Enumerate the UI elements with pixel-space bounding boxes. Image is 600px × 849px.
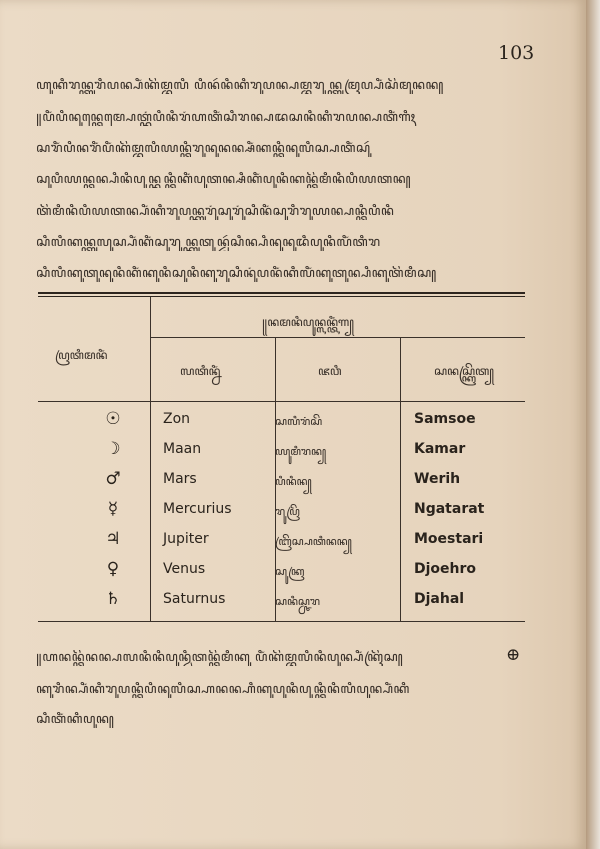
table-bottom-rule [38, 621, 525, 622]
header-javanese: ꦱꦤꦱ꧀ꦏꦿꦼꦠ꧀ [434, 364, 494, 378]
book-spine [586, 0, 600, 849]
header-symbol: ꦥꦿꦠꦶꦩꦤꦶꦁ [55, 348, 108, 362]
javanese-script-name: ꦱꦭꦶꦫꦁꦱꦼ [275, 415, 323, 428]
javanese-script-name: ꦫꦸꦥꦿꦼ [275, 505, 300, 518]
script-line: ꧋ꦥꦶꦁꦥꦶꦤꦸꦤ꧀ꦠꦺꦩ꧀ꦥꦺꦠ꧀ꦏꦁꦥꦶꦤꦶꦫꦁꦲꦠꦶꦁꦱꦶꦫꦤ꧀ꦥꦢꦱꦤꦶꦏꦶꦫꦥꦤ꧀ꦥꦠꦶꦁꦒꦶꦃ [36, 110, 416, 125]
table-row [38, 496, 528, 526]
script-line: ꦱꦶꦭꦶꦏꦸꦠꦸꦤꦸꦤꦶꦏꦶꦁꦏꦸꦤꦶꦱꦸꦤꦶꦏꦸꦫꦸꦱꦶꦤꦸꦁꦥꦤꦶꦁꦏꦶꦭꦶꦁꦏꦸꦠꦸꦤ꧀ꦥꦶꦏꦸꦠꦼꦩꦶꦱ꧀ [36, 266, 437, 281]
mercury-symbol-icon: ☿ [107, 499, 119, 519]
latin-name: Venus [163, 561, 206, 577]
table-top-rule [38, 292, 525, 294]
script-line: ꦠꦼꦩꦶꦤꦶꦥꦶꦪꦠꦤ꧀ꦥꦶꦁꦏꦶꦫꦸꦥꦤ꧀ꦏꦸꦫꦸꦁꦱꦸꦫꦸꦁꦱꦶꦤꦶꦁꦱꦸꦫꦶꦫꦸꦪꦤ꧀ꦥꦤ꧀ꦠꦶꦥꦶꦤꦶ [36, 204, 395, 219]
javanese-name: Djoehro [414, 561, 477, 577]
latin-name: Maan [163, 441, 202, 457]
saturn-symbol-icon: ♄ [105, 589, 121, 609]
javanese-script-name: ꦧꦿꦼꦱ꧀ꦥꦠꦶꦤꦤ꧀ [275, 535, 352, 548]
table-row [38, 466, 528, 496]
table-row [38, 556, 528, 586]
table-row [38, 586, 528, 616]
javanese-name: Kamar [414, 441, 466, 457]
script-line: ꦏꦸꦫꦶꦤ꧀ꦥꦶꦁꦏꦶꦫꦸꦥꦤ꧀ꦠꦶꦥꦶꦤꦸꦭꦶꦱ꧀ꦲꦤꦤ꧀ꦲꦶꦏꦸꦥꦸꦤꦶꦥꦸꦤ꧀ꦠꦶꦤꦶꦭꦶꦥꦸꦤ꧀ꦥꦶꦁꦏꦶ [36, 682, 410, 697]
circle-plus-icon: ⊕ [506, 645, 521, 665]
script-line: ꦱꦸꦥꦶꦪꦤ꧀ꦠꦤ꧀ꦥꦶꦤꦶꦥꦸꦤ꧀ꦏꦤ꧀ꦠꦶꦏꦶꦁꦥꦸꦠꦤ꧀ꦱꦶꦏꦶꦁꦥꦸꦤꦶꦏꦤ꧀ꦠꦼꦩꦶꦤꦶꦥꦶꦪꦠꦤ꧀ [36, 172, 412, 187]
javanese-name: Moestari [414, 531, 484, 547]
javanese-name: Ngatarat [414, 501, 485, 517]
script-line: ꦱꦶꦠꦶꦁꦏꦶꦥꦸꦤ꧀ [36, 712, 115, 727]
script-line: ꦱꦫꦶꦁꦥꦶꦤꦫꦶꦁꦥꦶꦁꦏꦼꦩ꧀ꦧꦭꦶꦪꦤ꧀ꦠꦶꦫꦸꦤꦸꦤꦤ꧀ꦱꦶꦁꦏꦤ꧀ꦠꦶꦤꦸꦭꦶꦱ꧀ꦥꦠꦶꦁꦱꦸꦂ [36, 141, 371, 156]
latin-name: Mars [163, 471, 197, 487]
javanese-name: Werih [414, 471, 461, 487]
header-jawa: ꦗꦮꦶ [318, 364, 342, 378]
header-bottom-rule [38, 401, 525, 402]
javanese-script-name: ꦱꦸꦏꦿ [275, 565, 305, 578]
table-row [38, 436, 528, 466]
page-number: 103 [498, 42, 535, 64]
javanese-name: Djahal [414, 591, 465, 607]
javanese-name: Samsoe [414, 411, 476, 427]
latin-name: Saturnus [163, 591, 226, 607]
script-line: ꧋ꦲꦤꦤ꧀ꦠꦼꦤꦤ꧀ꦥꦭꦤꦶꦤꦶꦥꦸꦤ꧀ꦮꦶꦠꦤ꧀ꦠꦼꦩꦶꦏꦸ ꦥꦶꦁꦏꦼꦩ꧀ꦧꦭꦶꦤꦶꦥꦸꦤ꧀ꦥꦶꦁꦏꦿꦼꦱ꧀ [36, 650, 404, 665]
sun-symbol-icon: ☉ [105, 409, 121, 429]
javanese-script-name: ꦪꦸꦩꦶꦫꦤ꧀ [275, 445, 327, 458]
venus-symbol-icon: ♀ [106, 559, 120, 579]
table-row [38, 406, 528, 436]
latin-name: Jupiter [163, 531, 209, 547]
mars-symbol-icon: ♂ [105, 469, 121, 489]
table-top-rule-thin [38, 296, 525, 297]
moon-symbol-icon: ☽ [105, 439, 121, 459]
header-group-label: ꧋ꦤꦩꦤꦶꦥꦸꦤ꧀ꦭꦤ꧀ꦠꦶꦁꦒ꧀ [262, 315, 354, 329]
script-line: ꦲꦸꦏꦶꦫꦤ꧀ꦠꦸꦫꦶꦥꦤ꧀ꦥꦶꦁꦏꦼꦩ꧀ꦧꦭꦶ ꦥꦶꦤꦂꦤꦶꦏꦶꦫꦸꦥꦤ꧀ꦥꦩ꧀ꦧꦫꦸꦤ꧀ꦠꦸꦩꦿꦥ꧀ꦥꦶꦁꦱꦼꦩꦸꦤꦤ꧀ [36, 78, 444, 93]
latin-name: Zon [163, 411, 191, 427]
javanese-script-name: ꦱꦤꦶꦱ꧀ꦕꦫ [275, 595, 320, 608]
header-latin: ꦭꦠꦶꦤ꧀ꦤꦶꦁ [180, 364, 221, 378]
latin-name: Mercurius [163, 501, 232, 517]
table-row [38, 526, 528, 556]
script-line: ꦱꦶꦭꦶꦏꦤ꧀ꦠꦸꦭꦸꦱ꧀ꦥꦶꦁꦏꦶꦁꦱꦸꦫꦸꦤ꧀ꦏꦸꦠꦸꦤ꧀ꦢꦸꦂꦱꦶꦤ꧀ꦥꦶꦤꦸꦤꦸꦢꦶꦥꦸꦤꦶꦭꦶꦁꦠꦶꦫ [36, 235, 381, 250]
header-divider [150, 337, 525, 338]
jupiter-symbol-icon: ♃ [105, 529, 121, 549]
javanese-script-name: ꦥꦶꦤꦶꦤ꧀ [275, 475, 312, 488]
